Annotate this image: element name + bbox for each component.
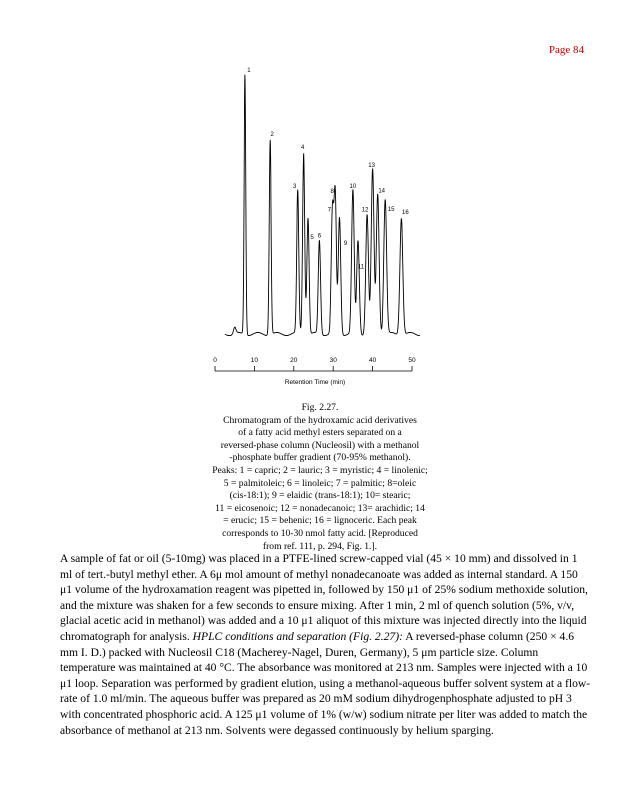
peak-label: 10 bbox=[349, 184, 357, 190]
chromatogram-chart bbox=[200, 66, 440, 396]
peak-label: 5 bbox=[310, 235, 314, 241]
caption-line: -phosphate buffer gradient (70-95% methanol). bbox=[229, 452, 411, 464]
caption-line: from ref. 111, p. 294, Fig. 1.]. bbox=[262, 540, 378, 552]
x-tick-label: 40 bbox=[368, 357, 377, 364]
page-number: Page 84 bbox=[548, 44, 584, 56]
caption-line: of a fatty acid methyl esters separated on a bbox=[238, 427, 402, 439]
caption-line: (cis-18:1); 9 = elaidic (trans-18:1); 10= stearic; bbox=[229, 490, 411, 502]
peak-label: 1 bbox=[247, 68, 251, 74]
body-text-italic: HPLC conditions and separation (Fig. 2.27): bbox=[192, 629, 403, 643]
figure-label: Fig. 2.27. bbox=[301, 402, 339, 413]
peak-label: 9 bbox=[343, 241, 348, 247]
peak-label: 3 bbox=[293, 184, 297, 190]
peak-label: 2 bbox=[270, 132, 274, 138]
chromatogram-trace bbox=[225, 75, 420, 336]
peak-label: 8 bbox=[330, 189, 334, 196]
caption-line: Peaks: 1 = capric; 2 = lauric; 3 = myristic; 4 = linolenic; bbox=[212, 464, 428, 476]
peak-label: 16 bbox=[402, 210, 409, 216]
x-axis bbox=[213, 357, 416, 371]
x-axis-label: Retention Time (min) bbox=[284, 379, 346, 386]
caption-lines bbox=[190, 415, 450, 554]
caption-line: 5 = palmitoleic; 6 = linoleic; 7 = palmitic; 8=oleic bbox=[223, 477, 417, 489]
x-tick-label: 50 bbox=[408, 357, 416, 364]
peak-label: 13 bbox=[368, 163, 375, 170]
caption-line: = erucic; 15 = behenic; 16 = lignoceric. Each peak bbox=[223, 515, 417, 527]
peak-label: 11 bbox=[357, 264, 365, 271]
body-text-rest: A reversed-phase column (250 × 4.6 mm I. D.) packed with Nucleosil C18 (Macherey-Nagel, Duren, Germany), 5 μm particle size. Column temperature was maintained at 40 °C. The absorbance was monitored at 213 nm. Samples were injected with a 10 μ1 loop. Separation was performed by gradient elution, using a methanol-aqueous buffer solvent system at a flow-rate of 1.0 ml/min. The aqueous buffer was prepared as 20 mM sodium dihydrogenphosphate adjusted to pH 3 with concentrated phosphoric acid. A 125 μ1 volume of 1% (w/w) sodium nitrate per liter was added to match the absorbance of methanol at 213 nm. Solvents were degassed continuously by helium sparging. bbox=[60, 629, 591, 737]
x-tick-label: 20 bbox=[290, 357, 298, 364]
x-tick-label: 10 bbox=[250, 357, 259, 364]
caption-line: reversed-phase column (Nucleosil) with a methanol bbox=[220, 439, 420, 451]
peak-label: 4 bbox=[301, 145, 305, 151]
chromatogram-svg bbox=[200, 66, 440, 396]
caption-line: 11 = eicosenoic; 12 = nonadecanoic; 13= arachidic; 14 bbox=[215, 502, 425, 514]
x-tick-label: 0 bbox=[213, 357, 217, 364]
peak-label: 6 bbox=[317, 233, 322, 240]
peak-label: 7 bbox=[327, 207, 332, 214]
figure-caption bbox=[190, 402, 450, 553]
peak-label: 15 bbox=[387, 206, 395, 213]
caption-line: Chromatogram of the hydroxamic acid derivatives bbox=[223, 414, 417, 426]
peak-label: 14 bbox=[378, 188, 386, 195]
body-text-main: A sample of fat or oil (5-10mg) was placed in a PTFE-lined screw-capped vial (45 × 10 mm) and dissolved in 1 ml of tert.-butyl methyl ether. A 6μ mol amount of methyl nonadecanoate was added as internal standard. A 150 μ1 volume of the hydroxamation reagent was pipetted in, followed by 150 μ1 of 25% sodium methoxide solution, and the mixture was shaken for a few seconds to ensure mixing. After 1 min, 2 ml of quench solution (5%, v/v, glacial acetic acid in methanol) was added and a 10 μ1 aliquot of this mixture was injected directly into the liquid chromatograph for analysis. bbox=[60, 552, 588, 643]
body-paragraph bbox=[60, 551, 592, 738]
peak-label: 12 bbox=[361, 207, 369, 214]
x-tick-label: 30 bbox=[329, 357, 337, 364]
caption-line: corresponds to 10-30 nmol fatty acid. [Reproduced bbox=[222, 527, 418, 539]
